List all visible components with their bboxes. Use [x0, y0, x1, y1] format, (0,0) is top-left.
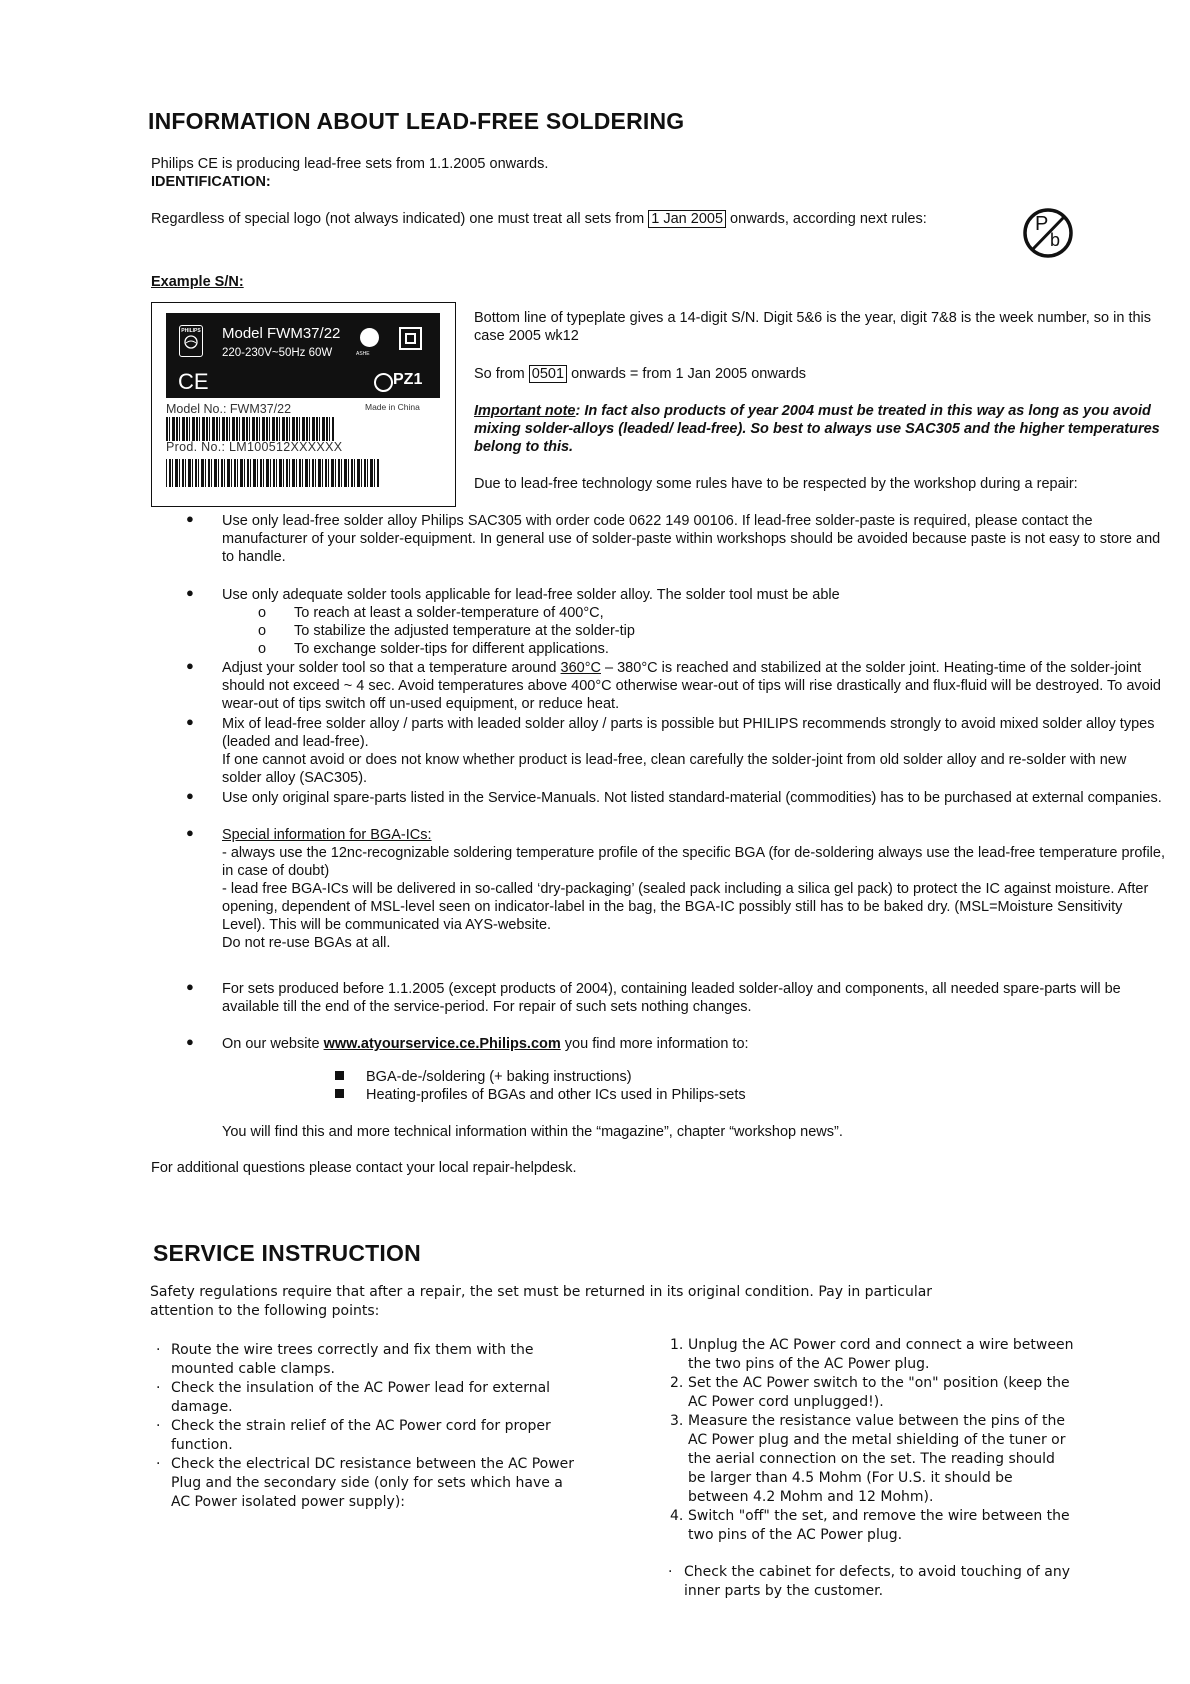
- model-label: Model FWM37/22: [222, 325, 341, 342]
- from-date-text: So from 0501 onwards = from 1 Jan 2005 onwards: [474, 366, 807, 382]
- step-item: Measure the resistance value between the pins of the AC Power plug and the metal shielding of the tuner or the aerial connection on the set. The reading should be larger than 4.5 Mohm (For U.S. it should be between 4.2 Mohm and 12 Mohm).: [688, 1413, 1066, 1505]
- plate-code: PZ1: [393, 371, 423, 388]
- website-link[interactable]: www.atyourservice.ce.Philips.com: [323, 1036, 561, 1052]
- sub-item: To stabilize the adjusted temperature at the solder-tip: [294, 623, 635, 639]
- bullet-icon: ●: [186, 979, 194, 994]
- ce-mark: CE: [178, 369, 209, 394]
- service-item: Check the insulation of the AC Power lead for external damage.: [171, 1380, 551, 1415]
- important-note: Important note: In fact also products of year 2004 must be treated in this way as long as you avoid mixing solder-alloys (leaded/ lead-free). So best to always use SAC305 and the higher temperatures belong to this.: [474, 403, 1160, 455]
- double-insulation-icon: [399, 327, 422, 350]
- dot-bullet-icon: ·: [156, 1418, 161, 1434]
- rule-solder-alloy: Use only lead-free solder alloy Philips SAC305 with order code 0622 149 00106. If lead-free solder-paste is required, please contact the manufacturer of your solder-equipment. In general use of solder-paste within workshops should be avoided because paste is not easy to store and to handle.: [222, 513, 1161, 565]
- service-intro: Safety regulations require that after a repair, the set must be returned in its original condition. Pay in particular attention to the following points:: [150, 1284, 933, 1319]
- page-title: INFORMATION ABOUT LEAD-FREE SOLDERING: [148, 108, 685, 134]
- rule-solder-tools: Use only adequate solder tools applicable for lead-free solder alloy. The solder tool must be able: [222, 587, 840, 603]
- product-number: Prod. No.: LM100512XXXXXX: [166, 440, 343, 454]
- date-box: 1 Jan 2005: [648, 210, 726, 228]
- step-number: 4.: [670, 1508, 684, 1524]
- bullet-icon: ●: [186, 714, 194, 729]
- rating-label: 220-230V~50Hz 60W: [222, 347, 333, 359]
- pct-mark-icon: [360, 328, 379, 347]
- typeplate-black-panel: PHILIPS Model FWM37/22 220-230V~50Hz 60W ASHE CE PZ1: [166, 313, 440, 398]
- step-number: 2.: [670, 1375, 684, 1391]
- bullet-icon: ●: [186, 511, 194, 526]
- step-number: 3.: [670, 1413, 684, 1429]
- dot-bullet-icon: ·: [156, 1456, 161, 1472]
- typeplate-image: [151, 302, 456, 507]
- step-number: 1.: [670, 1337, 684, 1353]
- sub-bullet-icon: o: [258, 605, 267, 621]
- dot-bullet-icon: ·: [156, 1342, 161, 1358]
- square-bullet-icon: [335, 1071, 344, 1080]
- s-mark-icon: [374, 373, 393, 392]
- sub-item: To reach at least a solder-temperature of 400°C,: [294, 605, 604, 621]
- rule-bga: Special information for BGA-ICs: - always use the 12nc-recognizable soldering temperature profile of the specific BGA (for de-soldering always use the lead-free temperature profile, in case of doubt) - lead free BGA-ICs will be delivered in so-called ‘dry-packaging’ (sealed pack including a silica gel pack) to protect the IC against moisture. After opening, dependent of MSL-level seen on indicator-label in the bag, the BGA-IC possibly still has to be baked dry. (MSL=Moisture Sensitivity Level). This will be communicated via AYS-website. Do not re-use BGAs at all.: [222, 827, 1165, 951]
- serial-barcode: [166, 459, 380, 487]
- helpdesk-text: For additional questions please contact your local repair-helpdesk.: [151, 1160, 577, 1176]
- rule-spare-parts: Use only original spare-parts listed in the Service-Manuals. Not listed standard-material (commodities) has to be purchased at external companies.: [222, 790, 1162, 806]
- bullet-icon: ●: [186, 585, 194, 600]
- code-box: 0501: [529, 365, 567, 383]
- square-bullet-icon: [335, 1089, 344, 1098]
- rule-temperature: Adjust your solder tool so that a temperature around 360°C – 380°C is reached and stabilized at the solder joint. Heating-time of the solder-joint should not exceed ~ 4 sec. Avoid temperatures above 400°C otherwise wear-out of tips will rise drastically and flux-fluid will be destroyed. To avoid wear-out of tips switch off un-used equipment, or reduce heat.: [222, 660, 1161, 712]
- rule-website: On our website www.atyourservice.ce.Philips.com you find more information to:: [222, 1036, 749, 1052]
- due-text: Due to lead-free technology some rules have to be respected by the workshop during a repair:: [474, 476, 1078, 492]
- magazine-text: You will find this and more technical information within the “magazine”, chapter “workshop news”.: [222, 1124, 843, 1140]
- sub-bullet-icon: o: [258, 641, 267, 657]
- step-item: Set the AC Power switch to the "on" position (keep the AC Power cord unplugged!).: [688, 1375, 1070, 1410]
- sub-item: To exchange solder-tips for different applications.: [294, 641, 609, 657]
- bullet-icon: ●: [186, 788, 194, 803]
- cabinet-check: Check the cabinet for defects, to avoid touching of any inner parts by the customer.: [684, 1564, 1070, 1599]
- service-item: Route the wire trees correctly and fix them with the mounted cable clamps.: [171, 1342, 534, 1377]
- no-lead-pb-icon: P b: [1022, 207, 1074, 259]
- step-item: Unplug the AC Power cord and connect a wire between the two pins of the AC Power plug.: [688, 1337, 1074, 1372]
- bullet-icon: ●: [186, 825, 194, 840]
- example-heading: Example S/N:: [151, 274, 244, 290]
- identification-rule: Regardless of special logo (not always indicated) one must treat all sets from 1 Jan 2005 onwards, according next rules:: [151, 211, 927, 227]
- identification-heading: IDENTIFICATION:: [151, 174, 271, 190]
- service-item: Check the strain relief of the AC Power cord for proper function.: [171, 1418, 551, 1453]
- dot-bullet-icon: ·: [156, 1380, 161, 1396]
- bullet-icon: ●: [186, 1034, 194, 1049]
- made-in: Made in China: [365, 402, 420, 412]
- bullet-icon: ●: [186, 658, 194, 673]
- web-item: BGA-de-/soldering (+ baking instructions): [366, 1069, 632, 1085]
- sub-bullet-icon: o: [258, 623, 267, 639]
- service-title: SERVICE INSTRUCTION: [153, 1240, 421, 1266]
- sn-explanation: Bottom line of typeplate gives a 14-digit S/N. Digit 5&6 is the year, digit 7&8 is the week number, so in this case 2005 wk12: [474, 310, 1152, 344]
- rule-mixing: Mix of lead-free solder alloy / parts with leaded solder alloy / parts is possible but PHILIPS recommends strongly to avoid mixed solder alloy types (leaded and lead-free). If one cannot avoid or does not know whether product is lead-free, clean carefully the solder-joint from old solder alloy and re-solder with new solder alloy (SAC305).: [222, 716, 1155, 786]
- rule-before-2005: For sets produced before 1.1.2005 (except products of 2004), containing leaded solder-alloy and components, all needed spare-parts will be available till the end of the service-period. For repair of such sets nothing changes.: [222, 981, 1121, 1015]
- intro-text: Philips CE is producing lead-free sets from 1.1.2005 onwards.: [151, 156, 549, 172]
- service-item: Check the electrical DC resistance between the AC Power Plug and the secondary side (only for sets which have a AC Power isolated power supply):: [171, 1456, 575, 1510]
- model-barcode: [166, 417, 334, 441]
- model-number: Model No.: FWM37/22: [166, 402, 292, 416]
- step-item: Switch "off" the set, and remove the wire between the two pins of the AC Power plug.: [688, 1508, 1070, 1543]
- dot-bullet-icon: ·: [668, 1564, 673, 1580]
- philips-logo: PHILIPS: [179, 325, 203, 357]
- web-item: Heating-profiles of BGAs and other ICs used in Philips-sets: [366, 1087, 746, 1103]
